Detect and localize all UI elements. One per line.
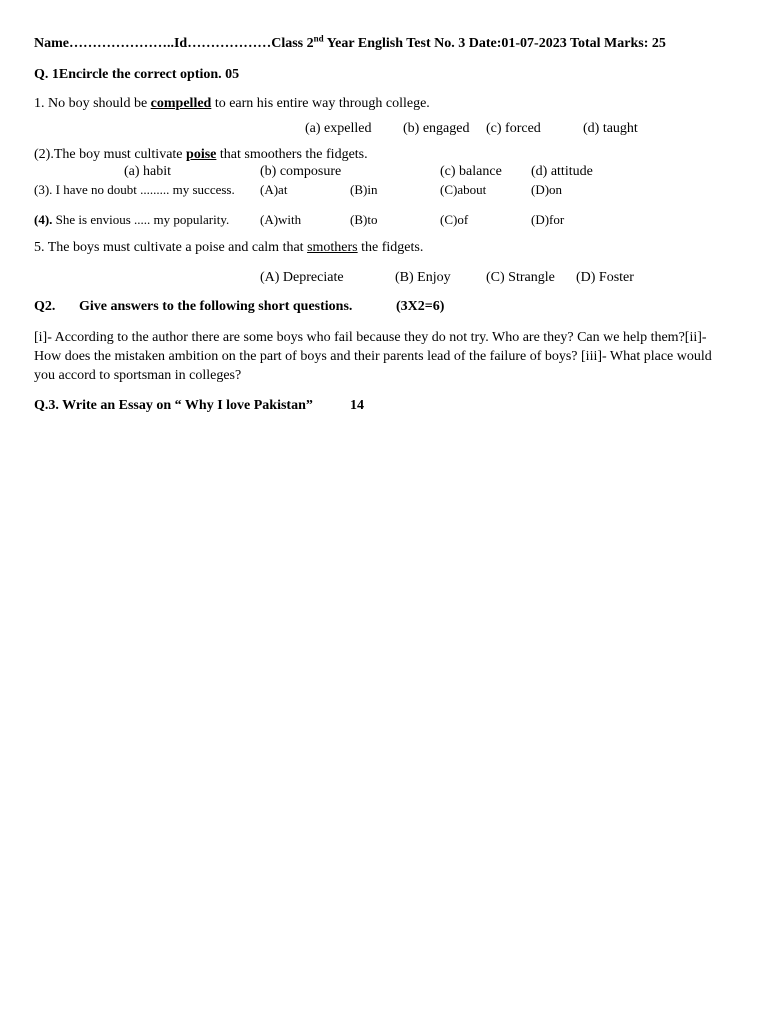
q1-item-4-question xyxy=(34,211,229,228)
q1-item-2-option-b: (b) composure xyxy=(260,164,342,179)
q1-item-2-option-d: (d) attitude xyxy=(531,164,593,179)
q1-item-2-option-a: (a) habit xyxy=(124,164,172,179)
q1-item-1-option-a: (a) expelled xyxy=(305,121,372,136)
q1-item-4-option-a: (A)with xyxy=(260,212,302,227)
q1-item-5-option-b: (B) Enjoy xyxy=(395,270,451,285)
q1-item-5-post: the fidgets. xyxy=(357,240,424,255)
q1-item-4-number: (4). xyxy=(34,212,53,227)
test-header xyxy=(34,35,666,52)
q2-label: Q2. xyxy=(34,299,56,314)
header-ordinal-suffix: nd xyxy=(313,33,324,44)
q2-questions-text: [i]- According to the author there are some boys who fail because they do not try. Who are they? Can we help them?[ii]- How does the mistaken ambition on the part of boys and their parents lead of the failure of boys? [iii]- What place would you accord to sportsman in colleges? xyxy=(34,330,712,383)
q1-item-2-option-c: (c) balance xyxy=(440,164,502,179)
q1-item-1-option-b: (b) engaged xyxy=(403,121,470,136)
q1-item-2-question xyxy=(34,146,368,163)
q1-item-1-option-d: (d) taught xyxy=(583,121,638,136)
q1-item-5-option-d: (D) Foster xyxy=(576,270,634,285)
q1-item-1-question xyxy=(34,95,430,112)
q1-title: Q. 1Encircle the correct option. 05 xyxy=(34,67,240,82)
q1-item-5-option-c: (C) Strangle xyxy=(486,270,555,285)
q1-item-3-question: (3). I have no doubt ......... my success. xyxy=(34,182,235,197)
q1-item-1-option-c: (c) forced xyxy=(486,121,541,136)
q1-item-1-pre: 1. No boy should be xyxy=(34,96,151,111)
q1-item-2-pre: (2).The boy must cultivate xyxy=(34,147,187,162)
q3-title: Q.3. Write an Essay on “ Why I love Pakistan” xyxy=(34,398,313,413)
q1-item-3-option-a: (A)at xyxy=(260,182,288,197)
q3-marks: 14 xyxy=(350,398,364,413)
q1-item-4-option-b: (B)to xyxy=(350,212,378,227)
q1-item-3-option-d: (D)on xyxy=(531,182,563,197)
q2-marks: (3X2=6) xyxy=(396,299,445,314)
q1-item-3-option-c: (C)about xyxy=(440,182,487,197)
q1-item-1-post: to earn his entire way through college. xyxy=(211,96,430,111)
q1-item-4-option-d: (D)for xyxy=(531,212,565,227)
q1-item-5-question xyxy=(34,239,423,256)
q2-title: Give answers to the following short questions. xyxy=(79,299,353,314)
q1-item-2-post: that smoothers the fidgets. xyxy=(216,147,368,162)
header-test-details: Year English Test No. 3 Date:01-07-2023 Total Marks: 25 xyxy=(323,36,666,51)
q1-item-2-keyword: poise xyxy=(186,147,217,162)
q1-item-4-text: She is envious ..... my popularity. xyxy=(52,212,230,227)
header-name-id-class: Name…………………..Id………………Class 2 xyxy=(34,36,314,51)
q1-item-5-option-a: (A) Depreciate xyxy=(260,270,344,285)
q1-item-4-option-c: (C)of xyxy=(440,212,469,227)
q1-item-5-pre: 5. The boys must cultivate a poise and calm that xyxy=(34,240,308,255)
q1-item-5-keyword: smothers xyxy=(307,240,358,255)
q1-item-1-keyword: compelled xyxy=(150,96,212,111)
q1-item-3-option-b: (B)in xyxy=(350,182,378,197)
